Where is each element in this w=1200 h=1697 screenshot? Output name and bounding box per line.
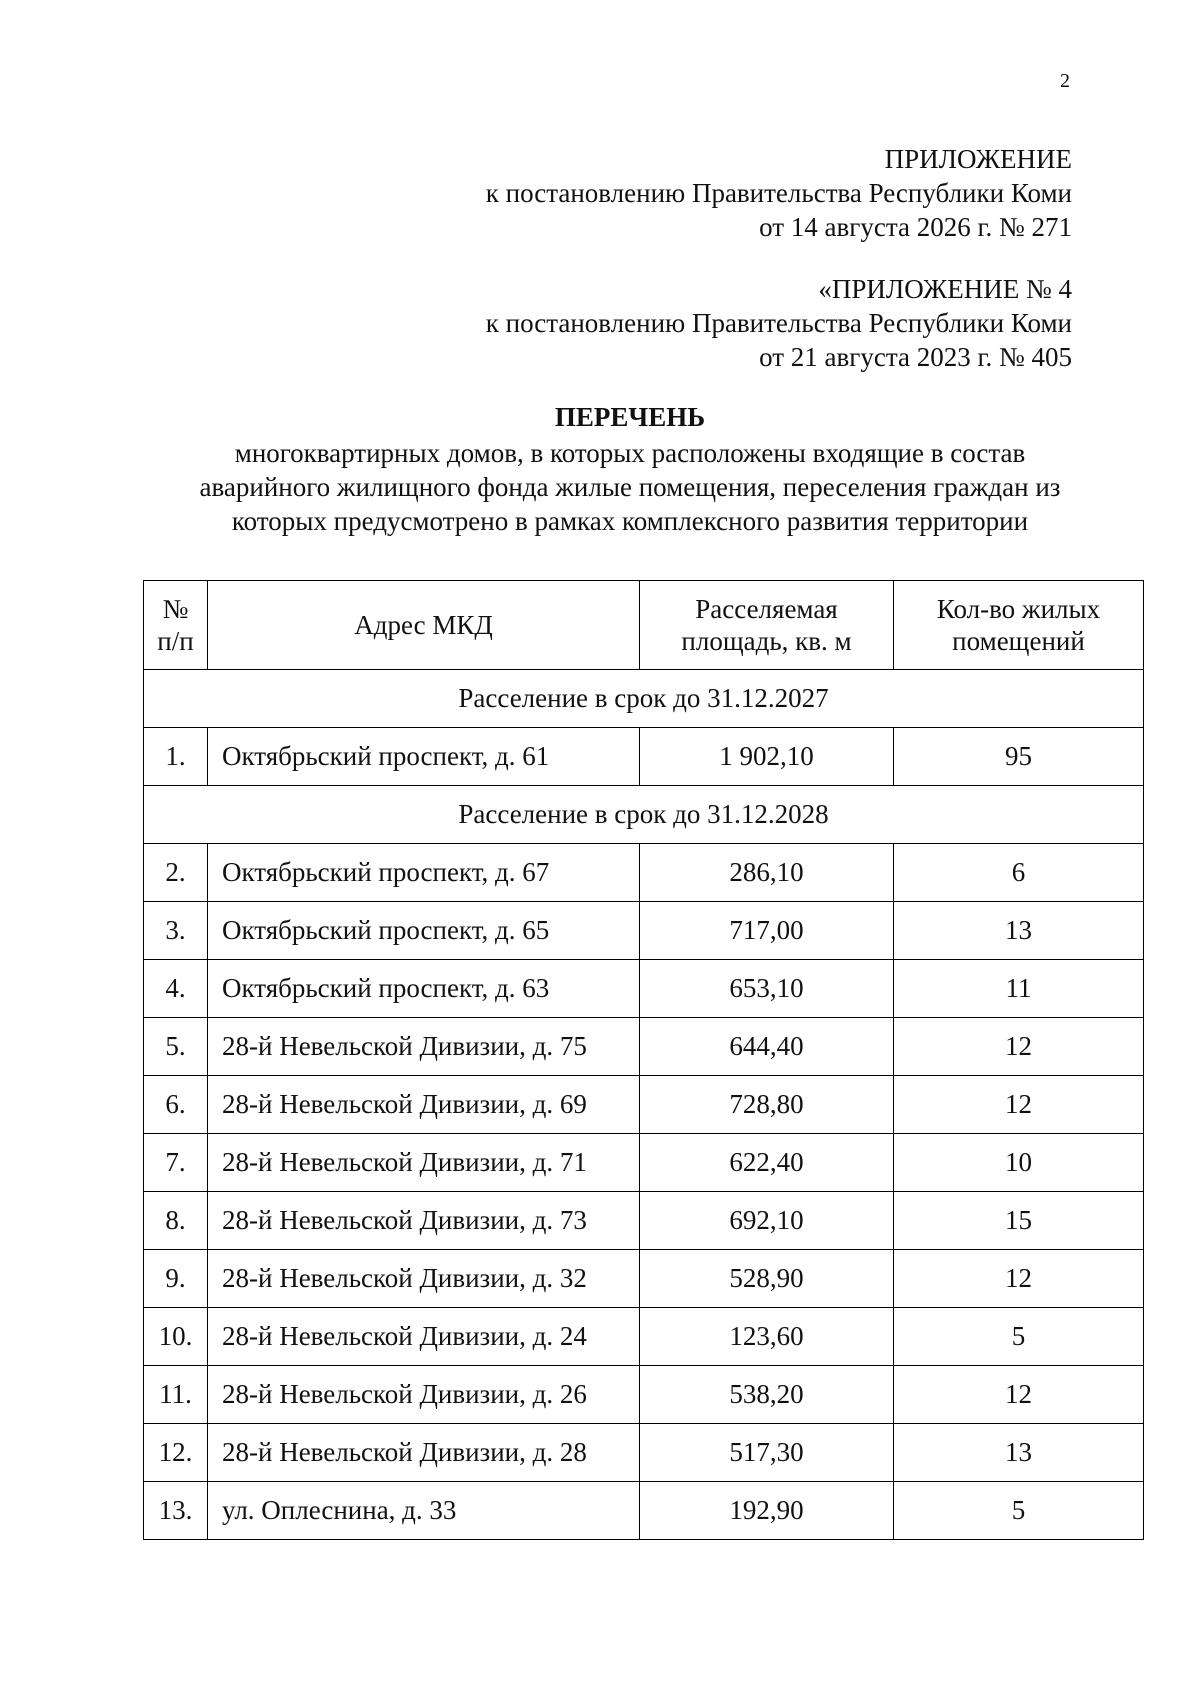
row-count: 10	[894, 1134, 1144, 1192]
table-row	[144, 1076, 1144, 1134]
table-row	[144, 960, 1144, 1018]
header-area	[640, 581, 894, 670]
document-title: ПЕРЕЧЕНЬ	[554, 402, 706, 432]
table-row	[144, 902, 1144, 960]
table-row	[144, 844, 1144, 902]
row-address: 28-й Невельской Дивизии, д. 32	[208, 1250, 640, 1308]
appendix-current-line3: от 14 августа 2026 г. № 271	[759, 212, 1072, 242]
appendix-previous-header	[486, 272, 1072, 374]
row-address: ул. Оплеснина, д. 33	[208, 1482, 640, 1540]
row-count: 95	[894, 728, 1144, 786]
row-count: 12	[894, 1366, 1144, 1424]
row-address: 28-й Невельской Дивизии, д. 24	[208, 1308, 640, 1366]
row-area: 717,00	[640, 902, 894, 960]
document-title-block	[160, 400, 1100, 538]
header-count-line2: помещений	[952, 626, 1085, 656]
header-count	[894, 581, 1144, 670]
row-area: 728,80	[640, 1076, 894, 1134]
header-num-line2: п/п	[157, 626, 194, 656]
header-num	[144, 581, 208, 670]
subtitle-line2: аварийного жилищного фонда жилые помещения, переселения граждан из	[199, 472, 1061, 502]
table-row	[144, 1424, 1144, 1482]
row-area: 644,40	[640, 1018, 894, 1076]
header-address: Адрес МКД	[208, 581, 640, 670]
subtitle-line3: которых предусмотрено в рамках комплексного развития территории	[231, 506, 1029, 536]
row-address: Октябрьский проспект, д. 63	[208, 960, 640, 1018]
appendix-current-line2: к постановлению Правительства Республики Коми	[485, 178, 1072, 208]
buildings-table	[143, 580, 1144, 1540]
row-count: 11	[894, 960, 1144, 1018]
row-area: 123,60	[640, 1308, 894, 1366]
row-num: 12.	[144, 1424, 208, 1482]
row-count: 5	[894, 1482, 1144, 1540]
table-row	[144, 728, 1144, 786]
group-row-2027	[144, 670, 1144, 728]
row-count: 15	[894, 1192, 1144, 1250]
row-area: 192,90	[640, 1482, 894, 1540]
row-address: 28-й Невельской Дивизии, д. 73	[208, 1192, 640, 1250]
row-area: 692,10	[640, 1192, 894, 1250]
row-area: 622,40	[640, 1134, 894, 1192]
table-header-row	[144, 581, 1144, 670]
row-count: 12	[894, 1250, 1144, 1308]
buildings-table-wrapper	[143, 580, 1144, 1540]
row-area: 517,30	[640, 1424, 894, 1482]
row-area: 528,90	[640, 1250, 894, 1308]
row-address: 28-й Невельской Дивизии, д. 26	[208, 1366, 640, 1424]
header-area-line2: площадь, кв. м	[681, 626, 852, 656]
header-area-line1: Расселяемая	[695, 594, 838, 624]
row-address: Октябрьский проспект, д. 65	[208, 902, 640, 960]
table-row	[144, 1134, 1144, 1192]
table-body	[144, 670, 1144, 1540]
group-label-2028: Расселение в срок до 31.12.2028	[144, 786, 1144, 844]
table-row	[144, 1250, 1144, 1308]
row-count: 5	[894, 1308, 1144, 1366]
row-address: 28-й Невельской Дивизии, д. 28	[208, 1424, 640, 1482]
row-num: 5.	[144, 1018, 208, 1076]
document-subtitle	[160, 436, 1100, 538]
header-count-line1: Кол-во жилых	[936, 594, 1101, 624]
appendix-previous-line3: от 21 августа 2023 г. № 405	[759, 342, 1072, 372]
row-area: 286,10	[640, 844, 894, 902]
table-row	[144, 1308, 1144, 1366]
row-area: 653,10	[640, 960, 894, 1018]
row-address: 28-й Невельской Дивизии, д. 75	[208, 1018, 640, 1076]
page-number: 2	[1060, 70, 1070, 92]
row-count: 13	[894, 902, 1144, 960]
appendix-previous-line2: к постановлению Правительства Республики Коми	[485, 308, 1072, 338]
row-address: 28-й Невельской Дивизии, д. 69	[208, 1076, 640, 1134]
row-area: 1 902,10	[640, 728, 894, 786]
group-row-2028	[144, 786, 1144, 844]
row-num: 4.	[144, 960, 208, 1018]
row-address: 28-й Невельской Дивизии, д. 71	[208, 1134, 640, 1192]
row-count: 12	[894, 1018, 1144, 1076]
row-num: 8.	[144, 1192, 208, 1250]
row-num: 3.	[144, 902, 208, 960]
table-row	[144, 1192, 1144, 1250]
row-num: 7.	[144, 1134, 208, 1192]
row-num: 10.	[144, 1308, 208, 1366]
row-num: 9.	[144, 1250, 208, 1308]
appendix-current-line1: ПРИЛОЖЕНИЕ	[884, 144, 1072, 174]
row-address: Октябрьский проспект, д. 61	[208, 728, 640, 786]
header-num-line1: №	[162, 594, 189, 624]
table-row	[144, 1018, 1144, 1076]
group-label-2027: Расселение в срок до 31.12.2027	[144, 670, 1144, 728]
row-count: 12	[894, 1076, 1144, 1134]
appendix-previous-line1: «ПРИЛОЖЕНИЕ № 4	[818, 274, 1072, 304]
row-num: 1.	[144, 728, 208, 786]
row-num: 13.	[144, 1482, 208, 1540]
subtitle-line1: многоквартирных домов, в которых расположены входящие в состав	[234, 438, 1026, 468]
row-address: Октябрьский проспект, д. 67	[208, 844, 640, 902]
row-count: 13	[894, 1424, 1144, 1482]
appendix-current-header	[486, 142, 1072, 244]
row-num: 6.	[144, 1076, 208, 1134]
table-row	[144, 1482, 1144, 1540]
row-num: 2.	[144, 844, 208, 902]
row-num: 11.	[144, 1366, 208, 1424]
table-row	[144, 1366, 1144, 1424]
row-area: 538,20	[640, 1366, 894, 1424]
row-count: 6	[894, 844, 1144, 902]
